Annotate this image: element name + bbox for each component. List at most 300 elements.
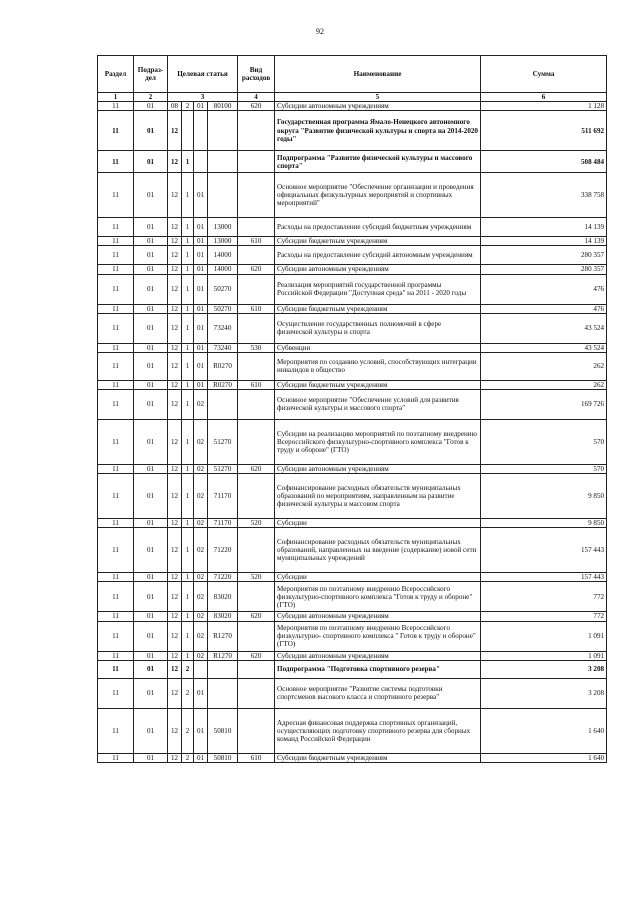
- cell-summa: 3 208: [481, 660, 607, 678]
- cell-direction: 80100: [208, 102, 238, 111]
- cell-podrazdel: 01: [134, 612, 168, 621]
- cell-razdel: 11: [98, 708, 134, 753]
- cell-event: 01: [194, 678, 208, 708]
- cell-direction: 50810: [208, 753, 238, 762]
- cell-program: 12: [168, 419, 182, 464]
- table-row: [98, 274, 607, 304]
- cell-subprogram: 2: [182, 102, 194, 111]
- cell-direction: 71220: [208, 528, 238, 573]
- cell-podrazdel: 01: [134, 464, 168, 473]
- cell-razdel: 11: [98, 389, 134, 419]
- cell-program: 12: [168, 708, 182, 753]
- cell-subprogram: 1: [182, 246, 194, 265]
- cell-naimenovanie: Субсидии на реализацию мероприятий по поэтапному внедрению Всероссийского физкультурно-спортивного комплекса "Готов к труду и обороне" (ГТО): [275, 419, 481, 464]
- cell-program: 12: [168, 173, 182, 218]
- cell-naimenovanie: Субсидии бюджетным учреждениям: [275, 304, 481, 313]
- cell-razdel: 11: [98, 218, 134, 237]
- table-row: [98, 651, 607, 660]
- cell-vid-raskhodov: 530: [238, 343, 275, 352]
- table-row: [98, 464, 607, 473]
- cell-event: 02: [194, 573, 208, 582]
- cell-program: 12: [168, 313, 182, 343]
- table-body: [98, 102, 607, 763]
- cell-direction: [208, 660, 238, 678]
- cell-subprogram: 1: [182, 343, 194, 352]
- column-index-row: [98, 93, 607, 102]
- cell-event: 01: [194, 313, 208, 343]
- table-row: [98, 304, 607, 313]
- cell-summa: 262: [481, 352, 607, 380]
- cell-summa: 508 484: [481, 151, 607, 173]
- cell-naimenovanie: Субвенции: [275, 343, 481, 352]
- table-row: [98, 660, 607, 678]
- cell-naimenovanie: Субсидии автономным учреждениям: [275, 102, 481, 111]
- cell-naimenovanie: Субсидии автономным учреждениям: [275, 612, 481, 621]
- cell-razdel: 11: [98, 313, 134, 343]
- cell-summa: 9 850: [481, 474, 607, 519]
- cell-podrazdel: 01: [134, 519, 168, 528]
- table-row: [98, 102, 607, 111]
- cell-program: 12: [168, 474, 182, 519]
- cell-vid-raskhodov: [238, 419, 275, 464]
- cell-podrazdel: 01: [134, 753, 168, 762]
- cell-event: 02: [194, 582, 208, 612]
- cell-program: 12: [168, 343, 182, 352]
- cell-direction: 50810: [208, 708, 238, 753]
- cell-direction: 71170: [208, 474, 238, 519]
- cell-razdel: 11: [98, 274, 134, 304]
- cell-razdel: 11: [98, 102, 134, 111]
- cell-program: 12: [168, 237, 182, 246]
- cell-podrazdel: 01: [134, 265, 168, 274]
- cell-direction: [208, 111, 238, 151]
- cell-direction: 13000: [208, 218, 238, 237]
- cell-vid-raskhodov: 520: [238, 573, 275, 582]
- cell-razdel: 11: [98, 753, 134, 762]
- cell-direction: [208, 151, 238, 173]
- cell-naimenovanie: Мероприятия по поэтапному внедрению Всероссийского физкультурно-спортивного комплекса "Готов к труду и обороне" (ГТО): [275, 582, 481, 612]
- cell-program: 12: [168, 304, 182, 313]
- cell-naimenovanie: Подпрограмма "Подготовка спортивного резерва": [275, 660, 481, 678]
- header-podrazdel: Подраз-дел: [134, 56, 168, 93]
- cell-vid-raskhodov: [238, 313, 275, 343]
- cell-razdel: 11: [98, 111, 134, 151]
- cell-naimenovanie: Субсидии автономным учреждениям: [275, 464, 481, 473]
- cell-event: 01: [194, 218, 208, 237]
- table-row: [98, 173, 607, 218]
- cell-summa: 262: [481, 380, 607, 389]
- cell-razdel: 11: [98, 519, 134, 528]
- table-row: [98, 389, 607, 419]
- cell-program: 12: [168, 380, 182, 389]
- cell-program: 12: [168, 678, 182, 708]
- table-row: [98, 582, 607, 612]
- header-tselevaya-statya: Целевая статья: [168, 56, 238, 93]
- cell-naimenovanie: Мероприятия по поэтапному внедрению Всероссийского физкультурно- спортивного комплекса " Готов к труду и обороне" (ГТО): [275, 621, 481, 651]
- cell-razdel: 11: [98, 246, 134, 265]
- cell-naimenovanie: Субсидии бюджетным учреждениям: [275, 753, 481, 762]
- cell-podrazdel: 01: [134, 660, 168, 678]
- table-row: [98, 678, 607, 708]
- cell-event: 02: [194, 621, 208, 651]
- table-row: [98, 265, 607, 274]
- cell-direction: 83020: [208, 582, 238, 612]
- cell-podrazdel: 01: [134, 151, 168, 173]
- cell-naimenovanie: Основное мероприятие "Обеспечение организации и проведения официальных физкультурных мероприятий и спортивных мероприятий": [275, 173, 481, 218]
- cell-razdel: 11: [98, 528, 134, 573]
- cell-event: 01: [194, 343, 208, 352]
- table-row: [98, 246, 607, 265]
- cell-direction: 50270: [208, 274, 238, 304]
- cell-naimenovanie: Государственная программа Ямало-Ненецкого автономного округа "Развитие физической культуры и спорта на 2014-2020 годы": [275, 111, 481, 151]
- cell-vid-raskhodov: 520: [238, 519, 275, 528]
- cell-event: 02: [194, 519, 208, 528]
- table-row: [98, 612, 607, 621]
- cell-summa: 476: [481, 274, 607, 304]
- cell-vid-raskhodov: [238, 621, 275, 651]
- cell-vid-raskhodov: [238, 660, 275, 678]
- cell-subprogram: 1: [182, 528, 194, 573]
- cell-summa: 570: [481, 419, 607, 464]
- cell-podrazdel: 01: [134, 678, 168, 708]
- cell-summa: 14 139: [481, 237, 607, 246]
- cell-direction: 14000: [208, 265, 238, 274]
- cell-event: 01: [194, 173, 208, 218]
- cell-razdel: 11: [98, 173, 134, 218]
- cell-podrazdel: 01: [134, 651, 168, 660]
- cell-vid-raskhodov: [238, 708, 275, 753]
- cell-summa: 169 726: [481, 389, 607, 419]
- cell-subprogram: 2: [182, 708, 194, 753]
- cell-event: 02: [194, 464, 208, 473]
- cell-event: 01: [194, 265, 208, 274]
- cell-direction: [208, 389, 238, 419]
- cell-direction: R0270: [208, 380, 238, 389]
- page-number: 92: [316, 27, 324, 36]
- cell-podrazdel: 01: [134, 708, 168, 753]
- cell-subprogram: 1: [182, 352, 194, 380]
- cell-program: 12: [168, 352, 182, 380]
- cell-razdel: 11: [98, 464, 134, 473]
- cell-vid-raskhodov: 620: [238, 612, 275, 621]
- cell-naimenovanie: Подпрограмма "Развитие физической культуры и массового спорта": [275, 151, 481, 173]
- cell-razdel: 11: [98, 678, 134, 708]
- cell-vid-raskhodov: [238, 678, 275, 708]
- cell-summa: 1 091: [481, 651, 607, 660]
- cell-program: 12: [168, 274, 182, 304]
- cell-razdel: 11: [98, 419, 134, 464]
- cell-vid-raskhodov: [238, 352, 275, 380]
- cell-event: 01: [194, 274, 208, 304]
- cell-subprogram: 1: [182, 519, 194, 528]
- cell-subprogram: 2: [182, 678, 194, 708]
- cell-razdel: 11: [98, 573, 134, 582]
- cell-program: 12: [168, 246, 182, 265]
- cell-vid-raskhodov: 620: [238, 102, 275, 111]
- cell-vid-raskhodov: [238, 218, 275, 237]
- cell-summa: 3 208: [481, 678, 607, 708]
- cell-direction: 83020: [208, 612, 238, 621]
- cell-event: 02: [194, 528, 208, 573]
- cell-vid-raskhodov: 610: [238, 237, 275, 246]
- cell-direction: 51270: [208, 419, 238, 464]
- cell-direction: 73240: [208, 343, 238, 352]
- cell-razdel: 11: [98, 651, 134, 660]
- table-row: [98, 753, 607, 762]
- cell-subprogram: 1: [182, 389, 194, 419]
- table-row: [98, 380, 607, 389]
- cell-subprogram: 1: [182, 573, 194, 582]
- cell-summa: 9 850: [481, 519, 607, 528]
- column-index: 3: [168, 93, 238, 102]
- cell-direction: R1270: [208, 651, 238, 660]
- cell-event: 01: [194, 246, 208, 265]
- cell-summa: 1 091: [481, 621, 607, 651]
- cell-summa: 476: [481, 304, 607, 313]
- column-index: 4: [238, 93, 275, 102]
- cell-podrazdel: 01: [134, 474, 168, 519]
- cell-subprogram: [182, 111, 194, 151]
- cell-podrazdel: 01: [134, 102, 168, 111]
- cell-naimenovanie: Субсидии бюджетным учреждениям: [275, 380, 481, 389]
- table-row: [98, 313, 607, 343]
- cell-podrazdel: 01: [134, 313, 168, 343]
- cell-razdel: 11: [98, 582, 134, 612]
- cell-naimenovanie: Субсидии автономным учреждениям: [275, 651, 481, 660]
- cell-summa: 570: [481, 464, 607, 473]
- cell-event: 02: [194, 651, 208, 660]
- cell-vid-raskhodov: [238, 151, 275, 173]
- cell-event: 01: [194, 708, 208, 753]
- table-row: [98, 218, 607, 237]
- cell-event: 01: [194, 237, 208, 246]
- cell-naimenovanie: Основное мероприятие "Обеспечение условий для развития физической культуры и массового спорта": [275, 389, 481, 419]
- cell-subprogram: 1: [182, 464, 194, 473]
- cell-direction: [208, 678, 238, 708]
- cell-summa: 1 128: [481, 102, 607, 111]
- cell-naimenovanie: Субсидии бюджетным учреждениям: [275, 237, 481, 246]
- cell-direction: 71170: [208, 519, 238, 528]
- cell-podrazdel: 01: [134, 380, 168, 389]
- cell-subprogram: 2: [182, 660, 194, 678]
- cell-naimenovanie: Расходы на предоставление субсидий автономным учреждениям: [275, 246, 481, 265]
- cell-vid-raskhodov: [238, 274, 275, 304]
- cell-summa: 1 640: [481, 708, 607, 753]
- cell-podrazdel: 01: [134, 573, 168, 582]
- cell-program: 12: [168, 528, 182, 573]
- cell-subprogram: 1: [182, 274, 194, 304]
- cell-naimenovanie: Субсидии: [275, 573, 481, 582]
- cell-summa: 157 443: [481, 528, 607, 573]
- cell-razdel: 11: [98, 474, 134, 519]
- cell-razdel: 11: [98, 343, 134, 352]
- cell-subprogram: 1: [182, 151, 194, 173]
- table-row: [98, 237, 607, 246]
- cell-subprogram: 1: [182, 237, 194, 246]
- cell-summa: 338 758: [481, 173, 607, 218]
- cell-subprogram: 1: [182, 612, 194, 621]
- cell-vid-raskhodov: 620: [238, 265, 275, 274]
- cell-program: 12: [168, 621, 182, 651]
- cell-subprogram: 1: [182, 419, 194, 464]
- cell-direction: 50270: [208, 304, 238, 313]
- cell-podrazdel: 01: [134, 621, 168, 651]
- cell-vid-raskhodov: [238, 582, 275, 612]
- cell-vid-raskhodov: 610: [238, 380, 275, 389]
- cell-podrazdel: 01: [134, 218, 168, 237]
- cell-subprogram: 1: [182, 380, 194, 389]
- table-row: [98, 111, 607, 151]
- cell-event: [194, 111, 208, 151]
- cell-event: 02: [194, 474, 208, 519]
- cell-naimenovanie: Софинансирование расходных обязательств муниципальных образований, направленных на введение (содержание) новой сети муниципальных учреждений: [275, 528, 481, 573]
- cell-program: 08: [168, 102, 182, 111]
- cell-podrazdel: 01: [134, 389, 168, 419]
- cell-razdel: 11: [98, 304, 134, 313]
- column-index: 5: [275, 93, 481, 102]
- cell-event: 01: [194, 102, 208, 111]
- cell-event: 01: [194, 352, 208, 380]
- cell-summa: 280 357: [481, 265, 607, 274]
- cell-naimenovanie: Адресная финансовая поддержка спортивных организаций, осуществляющих подготовку спортивного резерва для сборных команд Российской Федерации: [275, 708, 481, 753]
- cell-direction: 13000: [208, 237, 238, 246]
- cell-podrazdel: 01: [134, 237, 168, 246]
- cell-vid-raskhodov: 620: [238, 464, 275, 473]
- cell-podrazdel: 01: [134, 582, 168, 612]
- table-row: [98, 151, 607, 173]
- cell-subprogram: 1: [182, 218, 194, 237]
- cell-podrazdel: 01: [134, 419, 168, 464]
- cell-subprogram: 1: [182, 582, 194, 612]
- cell-vid-raskhodov: 620: [238, 651, 275, 660]
- cell-naimenovanie: Осуществление государственных полномочий в сфере физической культуры и спорта: [275, 313, 481, 343]
- table-row: [98, 474, 607, 519]
- cell-podrazdel: 01: [134, 274, 168, 304]
- cell-subprogram: 1: [182, 313, 194, 343]
- cell-naimenovanie: Реализация мероприятий государственной программы Российской Федерации "Доступная среда" на 2011 - 2020 годы: [275, 274, 481, 304]
- table-row: [98, 708, 607, 753]
- cell-podrazdel: 01: [134, 304, 168, 313]
- cell-naimenovanie: Расходы на предоставление субсидий бюджетным учреждениям: [275, 218, 481, 237]
- table-row: [98, 343, 607, 352]
- cell-vid-raskhodov: 610: [238, 753, 275, 762]
- cell-event: 01: [194, 304, 208, 313]
- column-index: 2: [134, 93, 168, 102]
- cell-razdel: 11: [98, 612, 134, 621]
- cell-direction: 71220: [208, 573, 238, 582]
- cell-direction: [208, 173, 238, 218]
- table-row: [98, 528, 607, 573]
- cell-program: 12: [168, 582, 182, 612]
- cell-program: 12: [168, 519, 182, 528]
- cell-event: 02: [194, 419, 208, 464]
- cell-program: 12: [168, 660, 182, 678]
- cell-razdel: 11: [98, 660, 134, 678]
- cell-event: 02: [194, 612, 208, 621]
- cell-direction: 73240: [208, 313, 238, 343]
- cell-program: 12: [168, 151, 182, 173]
- column-index: 6: [481, 93, 607, 102]
- cell-summa: 280 357: [481, 246, 607, 265]
- cell-subprogram: 1: [182, 651, 194, 660]
- cell-razdel: 11: [98, 621, 134, 651]
- cell-subprogram: 1: [182, 304, 194, 313]
- cell-naimenovanie: Софинансирование расходных обязательств муниципальных образований по мероприятиям, направленным на развитие физической культуры в массовом спорта: [275, 474, 481, 519]
- cell-vid-raskhodov: [238, 474, 275, 519]
- cell-summa: 511 692: [481, 111, 607, 151]
- cell-naimenovanie: Основное мероприятие "Развитие системы подготовки спортсменов высокого класса и спортивного резерва": [275, 678, 481, 708]
- cell-direction: 51270: [208, 464, 238, 473]
- table-row: [98, 621, 607, 651]
- cell-summa: 772: [481, 612, 607, 621]
- cell-program: 12: [168, 612, 182, 621]
- cell-naimenovanie: Мероприятия по созданию условий, способствующих интеграции инвалидов в общество: [275, 352, 481, 380]
- cell-program: 12: [168, 651, 182, 660]
- cell-podrazdel: 01: [134, 343, 168, 352]
- cell-summa: 772: [481, 582, 607, 612]
- cell-razdel: 11: [98, 352, 134, 380]
- cell-program: 12: [168, 111, 182, 151]
- cell-subprogram: 1: [182, 621, 194, 651]
- cell-program: 12: [168, 218, 182, 237]
- cell-podrazdel: 01: [134, 111, 168, 151]
- cell-program: 12: [168, 389, 182, 419]
- cell-program: 12: [168, 464, 182, 473]
- cell-program: 12: [168, 573, 182, 582]
- cell-summa: 14 139: [481, 218, 607, 237]
- cell-direction: R1270: [208, 621, 238, 651]
- cell-subprogram: 2: [182, 753, 194, 762]
- table-header-row: [98, 56, 607, 93]
- cell-event: 01: [194, 380, 208, 389]
- cell-razdel: 11: [98, 265, 134, 274]
- header-razdel: Раздел: [98, 56, 134, 93]
- cell-subprogram: 1: [182, 265, 194, 274]
- cell-event: 01: [194, 753, 208, 762]
- table-row: [98, 573, 607, 582]
- cell-summa: 43 524: [481, 343, 607, 352]
- cell-summa: 1 640: [481, 753, 607, 762]
- table-row: [98, 352, 607, 380]
- table-row: [98, 419, 607, 464]
- header-summa: Сумма: [481, 56, 607, 93]
- cell-vid-raskhodov: [238, 111, 275, 151]
- cell-subprogram: 1: [182, 474, 194, 519]
- cell-event: 02: [194, 389, 208, 419]
- header-vid-raskhodov: Вид расходов: [238, 56, 275, 93]
- header-naimenovanie: Наименование: [275, 56, 481, 93]
- cell-vid-raskhodov: [238, 528, 275, 573]
- cell-podrazdel: 01: [134, 173, 168, 218]
- cell-naimenovanie: Субсидии автономным учреждениям: [275, 265, 481, 274]
- cell-direction: R0270: [208, 352, 238, 380]
- cell-razdel: 11: [98, 151, 134, 173]
- cell-vid-raskhodov: [238, 173, 275, 218]
- cell-naimenovanie: Субсидии: [275, 519, 481, 528]
- cell-direction: 14000: [208, 246, 238, 265]
- cell-event: [194, 660, 208, 678]
- cell-summa: 157 443: [481, 573, 607, 582]
- column-index: 1: [98, 93, 134, 102]
- cell-podrazdel: 01: [134, 246, 168, 265]
- cell-event: [194, 151, 208, 173]
- cell-razdel: 11: [98, 237, 134, 246]
- cell-program: 12: [168, 753, 182, 762]
- cell-summa: 43 524: [481, 313, 607, 343]
- cell-vid-raskhodov: [238, 389, 275, 419]
- cell-program: 12: [168, 265, 182, 274]
- cell-podrazdel: 01: [134, 528, 168, 573]
